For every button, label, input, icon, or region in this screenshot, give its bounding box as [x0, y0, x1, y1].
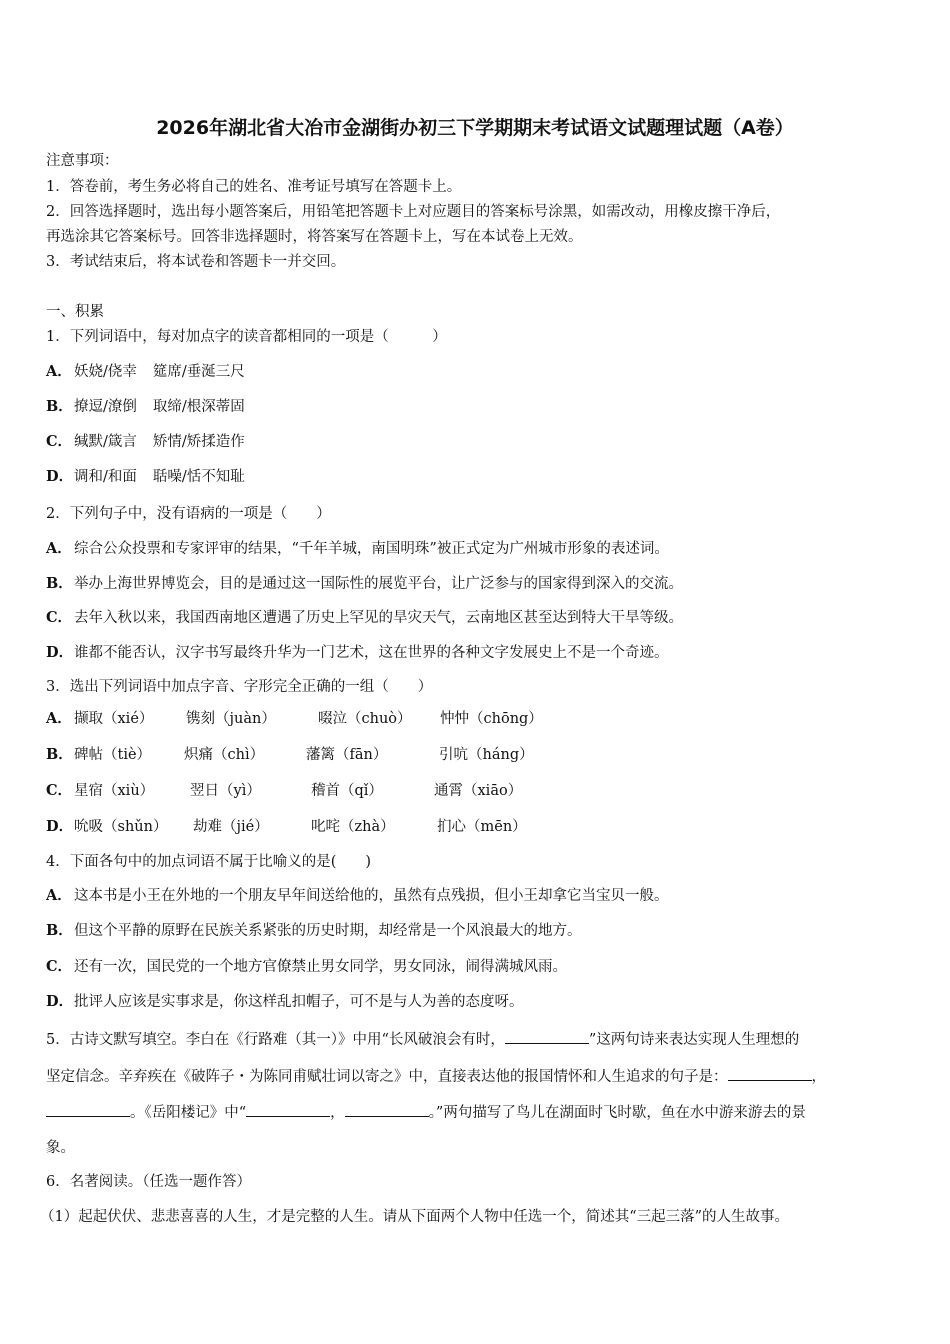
- q3-option-a: [46, 710, 543, 728]
- q2-option-a: [46, 540, 669, 558]
- q2-option-c: [46, 609, 683, 627]
- option-text: 这本书是小王在外地的一个朋友早年间送给他的，虽然有点残损，但小王却拿它当宝贝一般。: [74, 888, 669, 904]
- option-item: 扪心（mēn）: [437, 819, 527, 835]
- option-item: 碑帖（tiè）: [74, 747, 152, 763]
- option-text: 举办上海世界博览会，目的是通过这一国际性的展览平台，让广泛参与的国家得到深入的交流。: [74, 576, 683, 592]
- option-word: 聒噪/恬不知耻: [152, 469, 245, 485]
- option-label: D．: [46, 644, 74, 661]
- answer-blank[interactable]: [728, 1066, 812, 1081]
- option-word: 妖娆/侥幸: [74, 364, 137, 380]
- option-word: 筵席/垂涎三尺: [152, 364, 245, 380]
- option-word: 调和/和面: [74, 469, 137, 485]
- question-5-line: [46, 1029, 799, 1049]
- option-item: 引吭（háng）: [439, 747, 534, 763]
- option-label: A．: [46, 363, 72, 380]
- option-label: D．: [46, 468, 74, 485]
- q1-option-b: [46, 398, 245, 416]
- option-text: 批评人应该是实事求是，你这样乱扣帽子，可不是与人为善的态度呀。: [74, 994, 524, 1010]
- option-item: 炽痛（chì）: [184, 747, 265, 763]
- section-heading: 一、积累: [46, 304, 104, 320]
- question-2-stem: 2．下列句子中，没有语病的一项是（ ）: [46, 506, 331, 522]
- option-text: 但这个平静的原野在民族关系紧张的历史时期，却经常是一个风浪最大的地方。: [74, 923, 582, 939]
- option-text: 去年入秋以来，我国西南地区遭遇了历史上罕见的旱灾天气，云南地区甚至达到特大干旱等级。: [74, 610, 683, 626]
- q4-option-c: [46, 958, 567, 976]
- option-label: A．: [46, 887, 72, 904]
- q1-option-c: [46, 433, 245, 451]
- answer-blank[interactable]: [345, 1102, 429, 1117]
- q2-option-b: [46, 575, 683, 593]
- question-5-line: [46, 1102, 806, 1122]
- q5-text: ，: [811, 1069, 826, 1085]
- answer-blank[interactable]: [46, 1102, 130, 1117]
- option-item: 啜泣（chuò）: [318, 711, 412, 727]
- q4-option-d: [46, 993, 524, 1011]
- option-item: 撷取（xié）: [74, 711, 154, 727]
- option-label: A．: [46, 710, 72, 727]
- question-6-stem: 6．名著阅读。（任选一题作答）: [46, 1174, 251, 1190]
- option-label: A．: [46, 540, 72, 557]
- option-label: D．: [46, 818, 74, 835]
- option-word: 矫情/矫揉造作: [152, 434, 245, 450]
- option-word: 缄默/箴言: [74, 434, 137, 450]
- question-3-stem: 3．选出下列词语中加点字音、字形完全正确的一组（ ）: [46, 679, 433, 695]
- notice-item: 2．回答选择题时，选出每小题答案后，用铅笔把答题卡上对应题目的答案标号涂黑，如需改动，用橡皮擦干净后，: [46, 204, 781, 220]
- option-text: 谁都不能否认，汉字书写最终升华为一门艺术，这在世界的各种文字发展史上不是一个奇迹。: [74, 645, 669, 661]
- option-label: B．: [46, 746, 73, 763]
- option-word: 撩逗/潦倒: [74, 399, 137, 415]
- question-5-line: [46, 1066, 826, 1086]
- option-item: 通霄（xiāo）: [434, 783, 523, 799]
- option-word: 取缔/根深蒂固: [152, 399, 245, 415]
- q5-text: 。《岳阳楼记》中“: [130, 1105, 247, 1121]
- q1-option-a: [46, 363, 245, 381]
- option-label: C．: [46, 433, 73, 450]
- question-4-stem: 4．下面各句中的加点词语不属于比喻义的是( ): [46, 854, 372, 870]
- option-label: C．: [46, 782, 73, 799]
- q5-text: ，: [330, 1105, 345, 1121]
- option-label: B．: [46, 575, 73, 592]
- option-text: 还有一次，国民党的一个地方官僚禁止男女同学，男女同泳，闹得满城风雨。: [74, 959, 567, 975]
- option-item: 吮吸（shǔn）: [74, 819, 168, 835]
- option-label: C．: [46, 609, 73, 626]
- answer-blank[interactable]: [505, 1029, 589, 1044]
- q2-option-d: [46, 644, 669, 662]
- option-item: 稽首（qǐ）: [311, 783, 383, 799]
- q3-option-c: [46, 782, 522, 800]
- question-1-stem: 1．下列词语中，每对加点字的读音都相同的一项是（ ）: [46, 329, 447, 345]
- option-item: 劫难（jié）: [193, 819, 269, 835]
- option-item: 翌日（yì）: [190, 783, 261, 799]
- notice-item: 3．考试结束后，将本试卷和答题卡一并交回。: [46, 254, 346, 270]
- option-item: 星宿（xiù）: [74, 783, 155, 799]
- q5-text: 5．古诗文默写填空。李白在《行路难（其一）》中用“长风破浪会有时，: [46, 1032, 505, 1048]
- option-item: 忡忡（chōng）: [440, 711, 543, 727]
- notice-item: 1．答卷前，考生务必将自己的姓名、准考证号填写在答题卡上。: [46, 179, 462, 195]
- option-label: C．: [46, 958, 73, 975]
- q3-option-d: [46, 818, 527, 836]
- option-label: D．: [46, 993, 74, 1010]
- answer-blank[interactable]: [246, 1102, 330, 1117]
- option-label: B．: [46, 398, 73, 415]
- question-5-line: 象。: [46, 1140, 75, 1156]
- notice-item: 再选涂其它答案标号。回答非选择题时，将答案写在答题卡上，写在本试卷上无效。: [46, 229, 583, 245]
- q4-option-a: [46, 887, 669, 905]
- notice-heading: 注意事项：: [46, 153, 119, 169]
- option-item: 藩篱（fān）: [306, 747, 388, 763]
- question-6-sub-1: （1）起起伏伏、悲悲喜喜的人生，才是完整的人生。请从下面两个人物中任选一个，简述其“三起三落”的人生故事。: [40, 1209, 790, 1225]
- q5-text: ”这两句诗来表达实现人生理想的: [588, 1032, 800, 1048]
- option-label: B．: [46, 922, 73, 939]
- option-item: 叱咤（zhà）: [311, 819, 395, 835]
- option-item: 镌刻（juàn）: [186, 711, 276, 727]
- page-title: 2026年湖北省大冶市金湖街办初三下学期期末考试语文试题理试题（A卷）: [156, 117, 794, 139]
- q5-text: 坚定信念。辛弃疾在《破阵子・为陈同甫赋壮词以寄之》中，直接表达他的报国情怀和人生追求的句子是：: [46, 1069, 728, 1085]
- option-text: 综合公众投票和专家评审的结果，“千年羊城，南国明珠”被正式定为广州城市形象的表述词。: [74, 541, 669, 557]
- q1-option-d: [46, 468, 245, 486]
- q5-text: 。”两句描写了鸟儿在湖面时飞时歇，鱼在水中游来游去的景: [428, 1105, 806, 1121]
- q4-option-b: [46, 922, 582, 940]
- q3-option-b: [46, 746, 534, 764]
